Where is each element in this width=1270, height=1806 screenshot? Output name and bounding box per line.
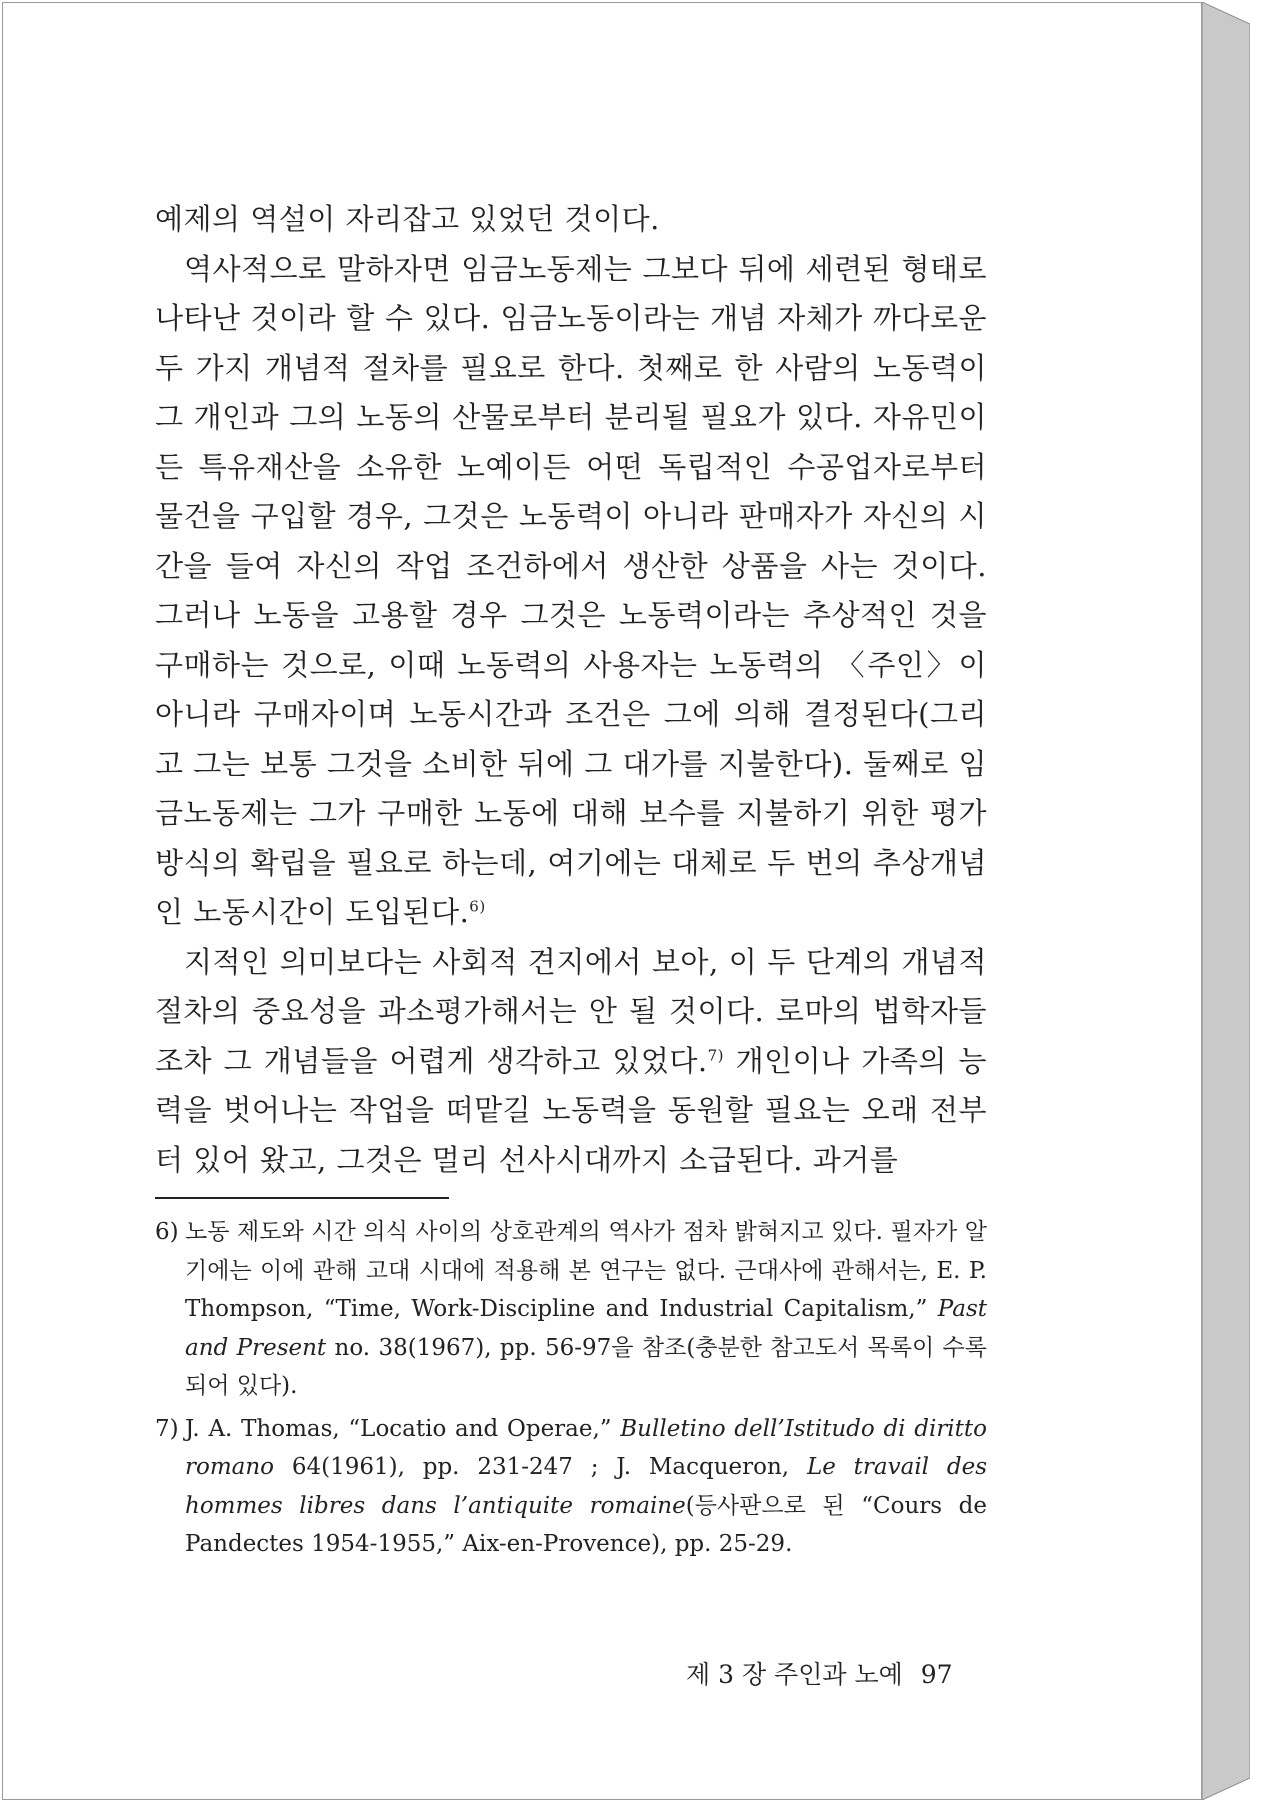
footnote-6-journal: Past and Present xyxy=(185,1296,987,1361)
chapter-title: 제 3 장 주인과 노예 xyxy=(686,1660,903,1689)
footnote-6 xyxy=(155,1213,987,1406)
paragraph-2-text: 역사적으로 말하자면 임금노동제는 그보다 뒤에 세련된 형태로 나타난 것이라 할 수 있다. 임금노동이라는 개념 자체가 까다로운 두 가지 개념적 절차를 필요로 한다. 첫째로 한 사람의 노동력이 그 개인과 그의 노동의 산물로부터 분리될 필요가 있다. 자유민이든 특유재산을 소유한 노예이든 어떤 독립적인 수공업자로부터 물건을 구입할 경우, 그것은 노동력이 아니라 판매자가 자신의 시간을 들여 자신의 작업 조건하에서 생산한 상품을 사는 것이다. 그러나 노동을 고용할 경우 그것은 노동력이라는 추상적인 것을 구매하는 것으로, 이때 노동력의 사용자는 노동력의 〈주인〉이 아니라 구매자이며 노동시간과 조건은 그에 의해 결정된다(그리고 그는 보통 그것을 소비한 뒤에 그 대가를 지불한다). 둘째로 임금노동제는 그가 구매한 노동에 대해 보수를 지불하기 위한 평가 방식의 확립을 필요로 하는데, 여기에는 대체로 두 번의 추상개념인 노동시간이 도입된다. xyxy=(155,251,987,929)
footnote-7-number: 7) xyxy=(155,1415,179,1442)
paragraph-3-text-b: 개인이나 가족의 능력을 벗어나는 작업을 떠맡길 노동력을 동원할 필요는 오래 전부터 있어 왔고, 그것은 멀리 선사시대까지 소급된다. 과거를 xyxy=(155,1043,987,1177)
footnote-6-text: 노동 제도와 시간 의식 사이의 상호관계의 역사가 점차 밝혀지고 있다. 필자가 알기에는 이에 관해 고대 시대에 적용해 본 연구는 없다. 근대사에 관해서는, E. P. Thompson, “Time, Work-Discipline and Industrial Capitalism,” xyxy=(185,1219,987,1322)
paragraph-2 xyxy=(155,245,987,938)
paragraph-1: 예제의 역설이 자리잡고 있었던 것이다. xyxy=(155,202,660,236)
footnote-6-number: 6) xyxy=(155,1219,179,1245)
footnote-divider xyxy=(155,1197,449,1199)
footnote-7-journal: Bulletino dell’Istitudo di diritto romano xyxy=(185,1415,988,1480)
book-spine xyxy=(1202,2,1250,1800)
footnote-7 xyxy=(155,1410,987,1564)
footnote-7-book: Le travail des hommes libres dans l’antiquite romaine xyxy=(185,1454,987,1519)
paragraph-3-text-a: 지적인 의미보다는 사회적 견지에서 보아, 이 두 단계의 개념적 절차의 중요성을 과소평가해서는 안 될 것이다. 로마의 법학자들조차 그 개념들을 어렵게 생각하고 있었다. xyxy=(155,944,987,1078)
page-number: 97 xyxy=(920,1660,953,1689)
running-footer xyxy=(686,1655,953,1691)
footnote-7-text-mid: 64(1961), pp. 231-247 ; J. Macqueron, xyxy=(274,1454,807,1480)
footnote-ref-7: 7) xyxy=(707,1045,724,1064)
footnote-7-text: J. A. Thomas, “Locatio and Operae,” xyxy=(185,1415,621,1442)
footnote-7-text-end: (등사판으로 된 “Cours de Pandectes 1954-1955,” Aix-en-Provence), pp. 25-29. xyxy=(185,1492,988,1557)
footnote-ref-6: 6) xyxy=(469,897,486,916)
paragraph-3 xyxy=(155,938,987,1186)
page-content xyxy=(155,195,987,1568)
footnote-6-text-end: no. 38(1967), pp. 56-97을 참조(충분한 참고도서 목록이 수록되어 있다). xyxy=(185,1334,987,1399)
